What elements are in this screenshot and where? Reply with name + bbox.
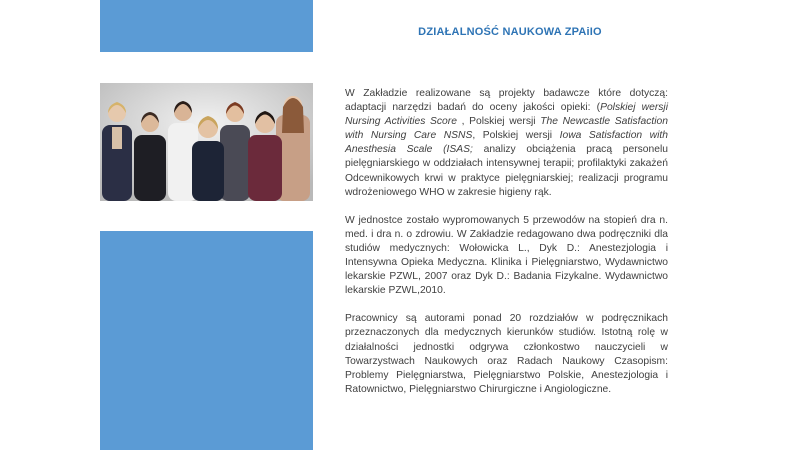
p1-text-1: W Zakładzie realizowane są projekty badawcze które dotyczą: adaptacji narzędzi badań do oceny jakości opieki: ( xyxy=(345,88,668,114)
p1-italic-3: Iowa Satisfaction with Anesthesia Scale (ISAS; xyxy=(345,130,668,156)
p1-text-3: , Polskiej wersji xyxy=(472,130,560,142)
team-photo xyxy=(100,83,313,201)
team-photo-illustration xyxy=(100,83,313,201)
paragraph-doctorates-textbooks: W jednostce zostało wypromowanych 5 przewodów na stopień dra n. med. i dra n. o zdrowiu. W Zakładzie redagowano dwa podręczniki dla studiów medycznych: Wołowicka L., Dyk D.: Anestezjologia i Intensywna Opieka Medyczna. Klinika i Pielęgniarstwo, Wydawnictwo lekarskie PZWL, 2007 oraz Dyk D.: Badania Fizykalne. Wydawnictwo lekarskie PZWL,2010. xyxy=(345,214,668,297)
p1-italic-1: Polskiej wersji Nursing Activities Score xyxy=(345,102,668,128)
p1-text-4: analizy obciążenia pracą personelu pielęgniarskiego w oddziałach intensywnej terapii; profilaktyki zakażeń Odcewnikowych krwi w praktyce pielęgniarskiej; realizacji programu wdrożeniowego WHO w zakresie higieny rąk. xyxy=(345,144,668,198)
page-title: DZIAŁALNOŚĆ NAUKOWA ZPAiIO xyxy=(418,26,602,38)
paragraph-authorship-memberships: Pracownicy są autorami ponad 20 rozdziałów w podręcznikach przeznaczonych dla medycznych kierunków studiów. Istotną rolę w działalności jednostki odgrywa członkostwo nauczycieli w Towarzystwach Naukowych oraz Radach Naukowy Czasopism: Problemy Pielęgniarstwa, Pielęgniarstwo Polskie, Anestezjologia i Ratownictwo, Pielęgniarstwo Chirurgiczne i Angiologiczne. xyxy=(345,313,668,395)
paragraph-research-projects xyxy=(345,87,668,200)
p1-italic-2: The Newcastle Satisfaction with Nursing Care NSNS xyxy=(345,116,668,142)
p1-text-2: , Polskiej wersji xyxy=(456,116,541,128)
decorative-blue-block-bottom xyxy=(100,231,313,450)
content-text xyxy=(345,87,668,411)
decorative-blue-block-top xyxy=(100,0,313,52)
